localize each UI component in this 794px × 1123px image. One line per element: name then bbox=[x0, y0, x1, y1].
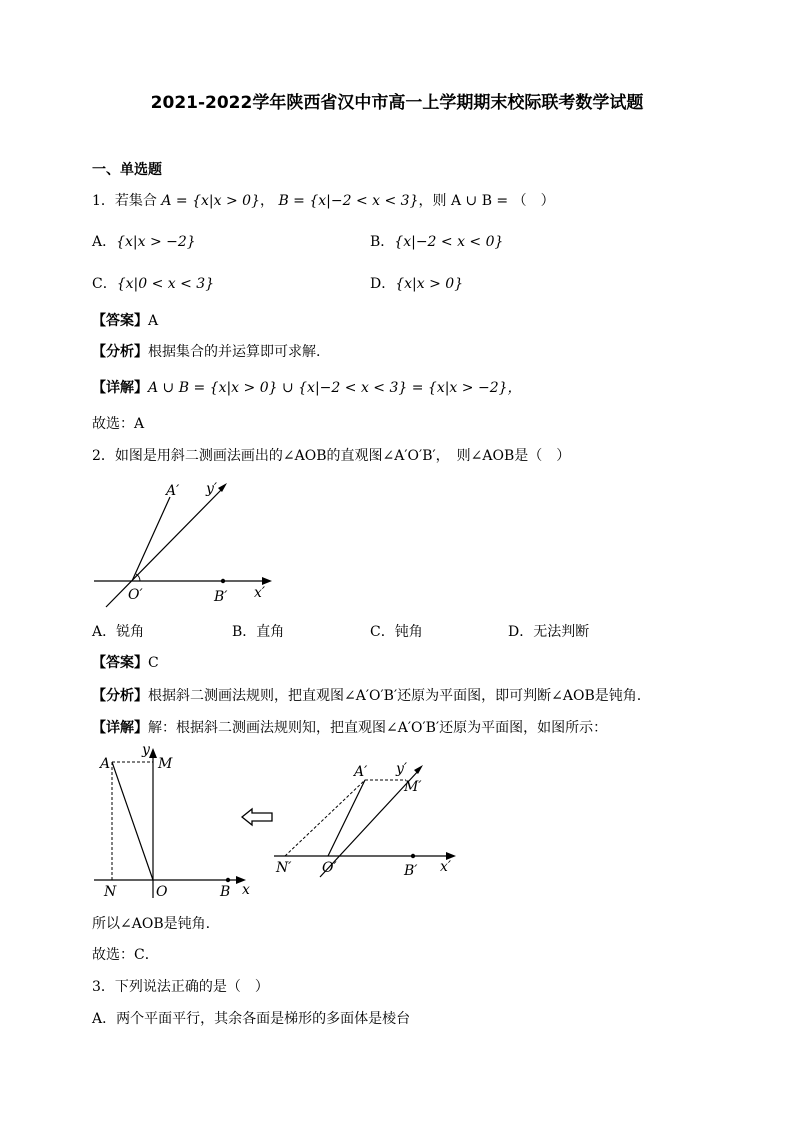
label-b: B bbox=[220, 884, 231, 900]
option-label: D． bbox=[508, 624, 534, 640]
option-text: {x|x > −2} bbox=[116, 234, 196, 250]
label-y-prime: y′ bbox=[396, 761, 408, 777]
label-b-prime: B′ bbox=[404, 863, 418, 879]
analysis-text: 根据集合的并运算即可求解. bbox=[148, 344, 321, 360]
q1-answer bbox=[92, 311, 158, 331]
q2-figure-plane bbox=[92, 740, 262, 902]
label-m-prime: M′ bbox=[404, 779, 422, 795]
detail-tag: 【详解】 bbox=[92, 380, 148, 396]
q1-stem-suffix: ，则 A ∪ B = （ ） bbox=[418, 193, 555, 209]
option-label: D． bbox=[370, 276, 396, 292]
q2-option-b bbox=[232, 622, 284, 642]
q2-option-d bbox=[508, 622, 589, 642]
q3-stem: 3．下列说法正确的是（ ） bbox=[92, 979, 269, 995]
q1-analysis bbox=[92, 342, 320, 362]
option-label: B． bbox=[370, 234, 395, 250]
q2-analysis bbox=[92, 686, 641, 706]
analysis-tag: 【分析】 bbox=[92, 688, 148, 704]
label-n-prime: N′ bbox=[276, 860, 292, 876]
q2-choice: 故选：C． bbox=[92, 947, 159, 963]
detail-text: 解：根据斜二测画法规则知，把直观图∠A′O′B′还原为平面图，如图所示： bbox=[148, 720, 608, 736]
option-text: 钝角 bbox=[394, 624, 423, 640]
section-heading: 一、单选题 bbox=[92, 162, 162, 178]
q1-set-b: B = {x|−2 < x < 3} bbox=[278, 193, 419, 209]
option-label: C． bbox=[370, 624, 395, 640]
q1-stem: 1．若集合 A = {x|x > 0}， B = {x|−2 < x < 3}，则 A ∪ B = （ ） bbox=[92, 193, 555, 209]
page-title: 2021-2022学年陕西省汉中市高一上学期期末校际联考数学试题 bbox=[150, 93, 644, 113]
q1-option-d bbox=[370, 274, 463, 294]
q1-stem-prefix: 1．若集合 bbox=[92, 193, 157, 209]
label-a-prime: A′ bbox=[166, 483, 180, 499]
q2-answer bbox=[92, 653, 159, 673]
answer-value: A bbox=[148, 313, 159, 329]
option-label: C． bbox=[92, 276, 117, 292]
option-text: 无法判断 bbox=[533, 624, 590, 640]
answer-value: C bbox=[148, 655, 159, 671]
label-m: M bbox=[158, 756, 173, 772]
option-text: {x|x > 0} bbox=[395, 276, 464, 292]
answer-tag: 【答案】 bbox=[92, 655, 148, 671]
option-text: 锐角 bbox=[116, 624, 145, 640]
q1-option-a bbox=[92, 232, 196, 252]
label-a-prime: A′ bbox=[354, 764, 368, 780]
q1-detail bbox=[92, 378, 522, 398]
detail-text: A ∪ B = {x|x > 0} ∪ {x|−2 < x < 3} = {x|x > −2}， bbox=[148, 380, 522, 396]
q2-stem: 2．如图是用斜二测画法画出的∠AOB的直观图∠A′O′B′， 则∠AOB是（ ） bbox=[92, 448, 571, 464]
q1-set-a: A = {x|x > 0} bbox=[161, 193, 260, 209]
q2-option-a bbox=[92, 622, 144, 642]
option-label: B． bbox=[232, 624, 257, 640]
answer-tag: 【答案】 bbox=[92, 313, 148, 329]
detail-tag: 【详解】 bbox=[92, 720, 148, 736]
option-text: {x|0 < x < 3} bbox=[116, 276, 215, 292]
q1-choice: 故选：A bbox=[92, 416, 145, 432]
label-y: y bbox=[142, 742, 150, 758]
q2-figure-oblique-angle bbox=[90, 475, 280, 615]
label-x-prime: x′ bbox=[254, 585, 266, 601]
analysis-tag: 【分析】 bbox=[92, 344, 148, 360]
label-a: A bbox=[100, 756, 111, 772]
q2-conclusion: 所以∠AOB是钝角. bbox=[92, 916, 211, 932]
label-b-prime: B′ bbox=[214, 589, 228, 605]
option-label: A． bbox=[92, 234, 117, 250]
q3-option-a: A．两个平面平行，其余各面是梯形的多面体是棱台 bbox=[92, 1011, 411, 1027]
option-text: {x|−2 < x < 0} bbox=[394, 234, 504, 250]
label-y-prime: y′ bbox=[206, 481, 218, 497]
q2-detail bbox=[92, 718, 607, 738]
q2-option-c bbox=[370, 622, 423, 642]
q1-option-c bbox=[92, 274, 214, 294]
option-label: A． bbox=[92, 624, 117, 640]
label-x: x bbox=[242, 882, 250, 898]
label-o-prime: O′ bbox=[322, 860, 337, 876]
option-text: 直角 bbox=[256, 624, 285, 640]
label-x-prime: x′ bbox=[440, 859, 452, 875]
label-o: O bbox=[156, 884, 168, 900]
q1-option-b bbox=[370, 232, 503, 252]
label-n: N bbox=[104, 884, 117, 900]
label-o-prime: O′ bbox=[128, 587, 143, 603]
q2-figure-oblique-construction bbox=[270, 755, 465, 885]
analysis-text: 根据斜二测画法规则，把直观图∠A′O′B′还原为平面图，即可判断∠AOB是钝角. bbox=[148, 688, 642, 704]
